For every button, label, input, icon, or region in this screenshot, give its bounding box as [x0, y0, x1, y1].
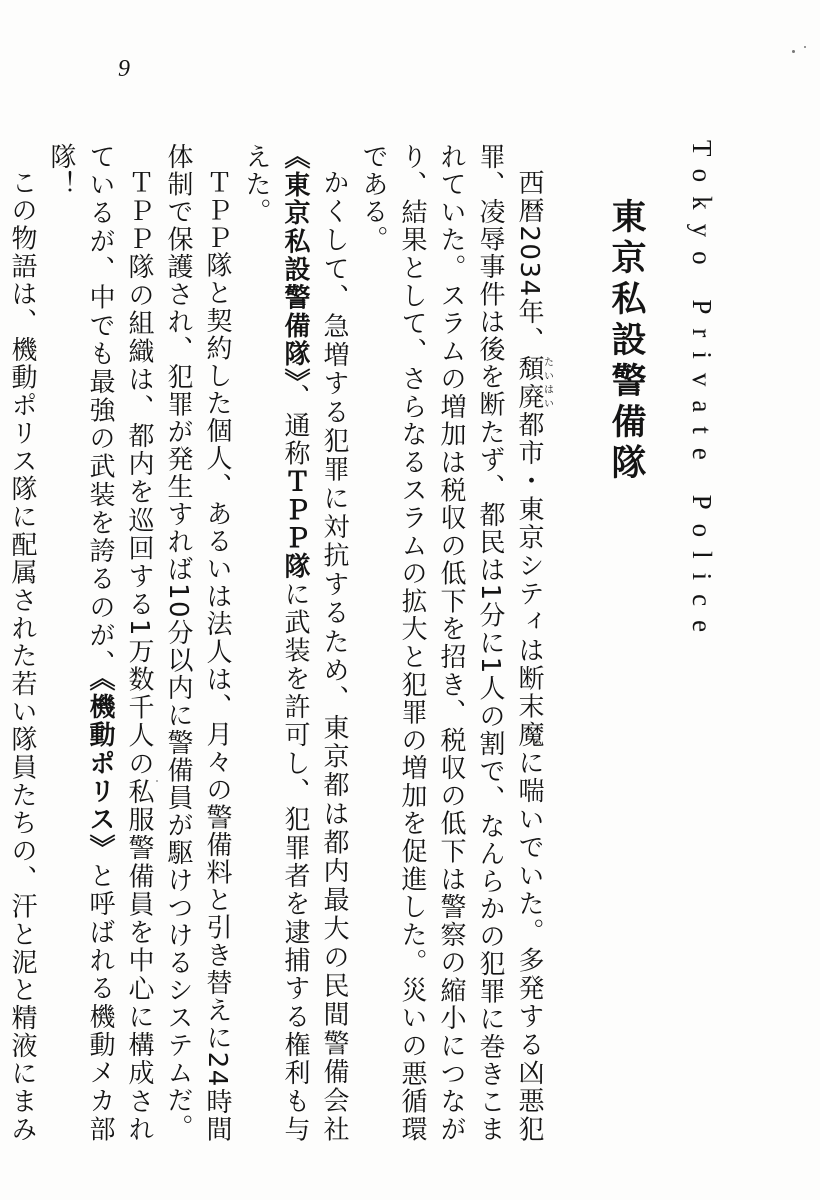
chapter-title: 東京私設警備隊: [606, 198, 646, 485]
tpp-unit-bold: ＴＰＰ隊: [280, 467, 310, 581]
body-text: [0, 143, 552, 1143]
paragraph-2-part-b: 、通称: [280, 383, 310, 468]
paragraph-2: [236, 143, 353, 1143]
series-latin-title: Tokyo Private Police: [687, 140, 717, 647]
paragraph-4-part-b: と呼ばれる機動メカ部隊！: [46, 143, 115, 1144]
paragraph-5-text: この物語は、機動ポリス隊に配属された若い隊員たちの、汗と泥と精液にまみ: [7, 169, 37, 1144]
company-name-bold: 《東京私設警備隊》: [280, 143, 310, 384]
paragraph-2-part-a: かくして、急増する犯罪に対抗するため、東京都は都内最大の民間警備会社: [319, 169, 349, 1143]
paragraph-1-part-b: 都市・東京シティは断末魔に喘いでいた。多発する凶悪犯罪、凌辱事件は後を断たず、都民は1分に1人の割で、なんらかの犯罪に巻きこまれていた。スラムの増加は税収の低下を招き、税収の低下は警察の縮小につながり、結果として、さらなるスラムの拡大と犯罪の増加を促進した。災いの悪循環である。: [358, 143, 544, 1144]
paragraph-4: [41, 143, 158, 1143]
paper-speck: [804, 46, 806, 48]
paragraph-3-text: ＴＰＰ隊と契約した個人、あるいは法人は、月々の警備料と引き替えに24時間体制で保護され、犯罪が発生すれば10分以内に警備員が駆けつけるシステムだ。: [163, 143, 232, 1143]
ruby-base: 頽廃: [514, 354, 544, 411]
paragraph-5: [0, 143, 41, 1143]
paragraph-3: [158, 143, 236, 1143]
paragraph-4-part-a: ＴＰＰ隊の組織は、都内を巡回する1万数千人の私服警備員を中心に構成されているが、中でも最強の武装を誇るのが、: [85, 143, 154, 1143]
ruby-word: [514, 354, 553, 411]
paragraph-2-part-c: に武装を許可し、犯罪者を逮捕する権利も与えた。: [241, 143, 310, 1144]
ruby-reading: たいはい: [541, 354, 553, 411]
page-number: 9: [118, 56, 130, 82]
kido-police-bold: 《機動ポリス》: [85, 678, 115, 863]
paragraph-1: [353, 143, 552, 1143]
paper-speck: [792, 50, 795, 53]
paragraph-1-part-a: 西暦2034年、: [514, 169, 544, 355]
